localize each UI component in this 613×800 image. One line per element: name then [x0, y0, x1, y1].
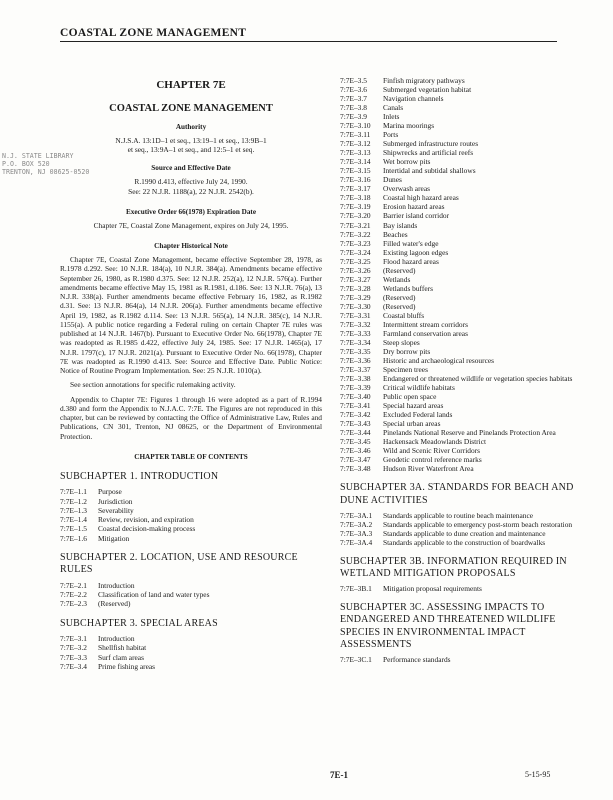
toc-row[interactable] — [340, 329, 575, 338]
section-title: Finfish migratory pathways — [383, 76, 465, 85]
section-title: Dry borrow pits — [383, 346, 431, 356]
section-title: Standards applicable to emergency post-storm beach restoration — [383, 519, 573, 529]
toc-row[interactable] — [340, 211, 575, 220]
section-title: (Reserved) — [383, 301, 416, 311]
section-title: Coastal decision-making process — [98, 524, 196, 534]
toc-row[interactable] — [60, 506, 322, 515]
toc-row[interactable] — [340, 374, 575, 383]
section-number: 7:7E–1.2 — [60, 496, 87, 506]
running-header: COASTAL ZONE MANAGEMENT — [60, 27, 557, 42]
subchapter-list — [340, 482, 575, 664]
toc-row[interactable] — [340, 103, 575, 112]
section-title: Steep slopes — [383, 337, 420, 347]
section-title: Endangered or threatened wildlife or vegetation species habitats — [383, 374, 573, 384]
section-number: 7:7E–1.4 — [60, 515, 87, 525]
source-heading: Source and Effective Date — [151, 164, 231, 173]
authority-text-2: et seq., 13:9A–1 et seq., and 12:5–1 et seq. — [127, 145, 255, 155]
authority-heading: Authority — [175, 122, 207, 131]
section-title: Performance standards — [383, 655, 451, 665]
section-number: 7:7E–2.1 — [60, 580, 87, 590]
section-number: 7:7E–3.4 — [60, 661, 87, 671]
section-title: Wild and Scenic River Corridors — [383, 446, 480, 456]
section-title: (Reserved) — [98, 599, 131, 609]
subchapter-block — [340, 556, 575, 593]
section-title: Wetlands buffers — [383, 283, 433, 293]
section-title: Bay islands — [383, 220, 418, 230]
section-title: Submerged vegetation habitat — [383, 85, 472, 95]
section-title: Excluded Federal lands — [383, 410, 453, 420]
section-title: Severability — [98, 505, 134, 515]
toc-row[interactable] — [340, 428, 575, 437]
toc-row[interactable] — [340, 419, 575, 428]
toc-row[interactable] — [60, 497, 322, 506]
section-number: 7:7E–3.22 — [340, 229, 371, 239]
section-number: 7:7E–3.41 — [340, 401, 371, 411]
toc-row[interactable] — [340, 112, 575, 121]
subchapter-title: SUBCHAPTER 3B. INFORMATION REQUIRED IN WETLAND MITIGATION PROPOSALS — [340, 555, 567, 580]
section-number: 7:7E–3.19 — [340, 202, 371, 212]
section-number: 7:7E–3.31 — [340, 310, 371, 320]
subchapter-block — [340, 602, 575, 664]
section-number: 7:7E–3.40 — [340, 392, 371, 402]
source-text-2: See: 22 N.J.R. 1188(a), 22 N.J.R. 2542(b). — [128, 186, 254, 196]
page-date: 5-15-95 — [525, 770, 551, 779]
toc-row[interactable] — [340, 320, 575, 329]
toc-row[interactable] — [340, 157, 575, 166]
section-number: 7:7E–3.23 — [340, 238, 371, 248]
toc-row[interactable] — [340, 365, 575, 374]
section-number: 7:7E–3.3 — [60, 652, 87, 662]
toc-row[interactable] — [340, 76, 575, 85]
section-number: 7:7E–3.48 — [340, 464, 371, 474]
subchapter-title: SUBCHAPTER 3C. ASSESSING IMPACTS TO ENDANGERED AND THREATENED WILDLIFE SPECIES IN ENVIRONMENTAL IMPACT ASSESSMENTS — [340, 602, 556, 650]
toc-row[interactable] — [340, 356, 575, 365]
section-title: Erosion hazard areas — [383, 202, 445, 212]
section-number: 7:7E–3.10 — [340, 121, 371, 131]
toc-row[interactable] — [340, 266, 575, 275]
subchapter-block — [60, 552, 322, 609]
toc-row[interactable] — [340, 148, 575, 157]
section-title: Ports — [383, 130, 399, 140]
section-title: Public open space — [383, 392, 437, 402]
toc-row[interactable] — [340, 520, 575, 529]
section-title: Critical wildlife habitats — [383, 383, 455, 393]
section-number: 7:7E–3.7 — [340, 94, 367, 104]
authority-text-1: N.J.S.A. 13:1D–1 et seq., 13:19–1 et seq., 13:9B–1 — [115, 135, 267, 145]
toc-row[interactable] — [340, 311, 575, 320]
section-number: 7:7E–3.47 — [340, 455, 371, 465]
section-number: 7:7E–3.13 — [340, 148, 371, 158]
toc-row[interactable] — [340, 230, 575, 239]
section-title: Overwash areas — [383, 184, 430, 194]
section-number: 7:7E–3.9 — [340, 112, 367, 122]
section-title: Standards applicable to the construction of boardwalks — [383, 537, 546, 547]
toc-row[interactable] — [340, 284, 575, 293]
section-title: Shipwrecks and artificial reefs — [383, 148, 474, 158]
section-number: 7:7E–3.14 — [340, 157, 371, 167]
toc-row[interactable] — [340, 584, 575, 593]
section-title: Review, revision, and expiration — [98, 515, 194, 525]
chapter-title: CHAPTER 7E — [156, 79, 226, 91]
section-number: 7:7E–3.38 — [340, 374, 371, 384]
toc-row[interactable] — [60, 653, 322, 662]
section-title: Wetlands — [383, 274, 411, 284]
toc-row[interactable] — [340, 221, 575, 230]
subchapter-title: SUBCHAPTER 2. LOCATION, USE AND RESOURCE RULES — [60, 551, 298, 576]
section-title: Geodetic control reference marks — [383, 455, 482, 465]
toc-row[interactable] — [60, 634, 322, 643]
section-title: Surf clam areas — [98, 652, 144, 662]
toc-row[interactable] — [340, 455, 575, 464]
section-title: Introduction — [98, 580, 135, 590]
section-number: 7:7E–3B.1 — [340, 584, 372, 594]
section-number: 7:7E–3.25 — [340, 256, 371, 266]
section-number: 7:7E–3.30 — [340, 301, 371, 311]
section-number: 7:7E–3A.4 — [340, 537, 373, 547]
section-number: 7:7E–3.32 — [340, 319, 371, 329]
section-number: 7:7E–3.26 — [340, 265, 371, 275]
toc-heading: CHAPTER TABLE OF CONTENTS — [134, 452, 248, 461]
section-title: Pinelands National Reserve and Pinelands Protection Area — [383, 428, 556, 438]
section-number: 7:7E–3.21 — [340, 220, 371, 230]
section-title: Canals — [383, 103, 404, 113]
subchapter-block — [340, 482, 575, 547]
source-text-1: R.1990 d.413, effective July 24, 1990. — [134, 177, 248, 187]
toc-row[interactable] — [340, 347, 575, 356]
section-number: 7:7E–3A.2 — [340, 519, 373, 529]
section-number: 7:7E–3.44 — [340, 428, 371, 438]
toc-row[interactable] — [340, 166, 575, 175]
section-number: 7:7E–3.17 — [340, 184, 371, 194]
section-title: Standards applicable to dune creation and maintenance — [383, 528, 546, 538]
subchapter-title: SUBCHAPTER 1. INTRODUCTION — [60, 470, 219, 482]
toc-row[interactable] — [60, 524, 322, 533]
toc-row[interactable] — [60, 581, 322, 590]
section-number: 7:7E–3.45 — [340, 437, 371, 447]
stamp-line: N.J. STATE LIBRARY — [2, 152, 74, 160]
section-title: Wet borrow pits — [383, 157, 431, 167]
section-title: Mitigation — [98, 533, 130, 543]
section-title: Beaches — [383, 229, 408, 239]
section-title: Existing lagoon edges — [383, 247, 449, 257]
section-number: 7:7E–3.8 — [340, 103, 367, 113]
section-number: 7:7E–2.3 — [60, 599, 87, 609]
section-title: Hackensack Meadowlands District — [383, 437, 487, 447]
section-title: (Reserved) — [383, 292, 416, 302]
section-number: 7:7E–3A.3 — [340, 528, 373, 538]
annotations-paragraph: See section annotations for specific rulemaking activity. — [70, 380, 236, 390]
toc-row[interactable] — [340, 94, 575, 103]
section-title: (Reserved) — [383, 265, 416, 275]
section-number: 7:7E–3.29 — [340, 292, 371, 302]
section-number: 7:7E–3.35 — [340, 346, 371, 356]
page-number: 7E-1 — [330, 770, 348, 780]
toc-row[interactable] — [340, 446, 575, 455]
section-number: 7:7E–3.24 — [340, 247, 371, 257]
exec-order-heading: Executive Order 66(1978) Expiration Date — [125, 207, 257, 216]
toc-row[interactable] — [340, 464, 575, 473]
toc-row[interactable] — [60, 590, 322, 599]
section-number: 7:7E–3.46 — [340, 446, 371, 456]
section-title: Submerged infrastructure routes — [383, 139, 479, 149]
toc-row[interactable] — [340, 302, 575, 311]
section-number: 7:7E–3A.1 — [340, 510, 373, 520]
subchapter-block — [60, 618, 322, 672]
section-title: Introduction — [98, 634, 135, 644]
section-title: Inlets — [383, 112, 400, 122]
section-title: Dunes — [383, 175, 402, 185]
toc-row[interactable] — [340, 338, 575, 347]
section-number: 7:7E–3.36 — [340, 355, 371, 365]
subchapter-title: SUBCHAPTER 3A. STANDARDS FOR BEACH AND DUNE ACTIVITIES — [340, 482, 574, 506]
section-number: 7:7E–3.16 — [340, 175, 371, 185]
appendix-paragraph: Appendix to Chapter 7E: Figures 1 through 16 were adopted as a part of R.1994 d.380 and form the Appendix to N.J.A.C. 7:7E. The Figures are not reproduced in this chapter, but can be reviewed by contacting the Office of Administrative Law, Rules and Publications, CN 301, Trenton, NJ 08625, or the Department of Environmental Protection. — [60, 394, 322, 441]
section-number: 7:7E–3.34 — [340, 337, 371, 347]
toc-row[interactable] — [340, 175, 575, 184]
stamp-line: P.O. BOX 520 — [2, 159, 50, 168]
toc-row[interactable] — [340, 248, 575, 257]
section-title: Farmland conservation areas — [383, 328, 468, 338]
subchapter-block — [60, 471, 322, 543]
section-number: 7:7E–3C.1 — [340, 655, 372, 665]
toc-row[interactable] — [340, 511, 575, 520]
section-number: 7:7E–3.6 — [340, 85, 367, 95]
section-title: Coastal bluffs — [383, 310, 425, 320]
section-number: 7:7E–3.12 — [340, 139, 371, 149]
right-column — [340, 76, 575, 664]
section-number: 7:7E–1.5 — [60, 524, 87, 534]
section-number: 7:7E–3.18 — [340, 193, 371, 203]
section-number: 7:7E–2.2 — [60, 590, 87, 600]
section-title: Flood hazard areas — [383, 256, 439, 266]
left-column — [60, 76, 322, 671]
section-number: 7:7E–3.39 — [340, 383, 371, 393]
section-title: Coastal high hazard areas — [383, 193, 459, 203]
section-number: 7:7E–3.27 — [340, 274, 371, 284]
section-title: Mitigation proposal requirements — [383, 584, 482, 594]
section-title: Standards applicable to routine beach maintenance — [383, 510, 534, 520]
exec-order-text: Chapter 7E, Coastal Zone Management, expires on July 24, 1995. — [93, 220, 289, 230]
section-title: Purpose — [98, 487, 122, 497]
toc-row[interactable] — [60, 515, 322, 524]
section-number: 7:7E–3.42 — [340, 410, 371, 420]
section-title: Intertidal and subtidal shallows — [383, 166, 476, 176]
toc-row[interactable] — [340, 392, 575, 401]
toc-row[interactable] — [340, 437, 575, 446]
section-number: 7:7E–3.2 — [60, 643, 87, 653]
section-title: Navigation channels — [383, 94, 444, 104]
section-number: 7:7E–1.6 — [60, 533, 87, 543]
section-number: 7:7E–1.1 — [60, 487, 87, 497]
toc-row[interactable] — [340, 383, 575, 392]
toc-row[interactable] — [60, 487, 322, 496]
toc-row[interactable] — [340, 139, 575, 148]
history-paragraph: Chapter 7E, Coastal Zone Management, became effective September 28, 1978, as R.1978 d.292. See: 10 N.J.R. 184(a), 10 N.J.R. 384(a). Amendments became effective September 26, 1980, as R.1980 d.375. See: 12 N.J.R. 252(a), 12 N.J.R. 576(a). Further amendments became effective May 15, 1981 as R.1981, d.186. See: 13 N.J.R. 76(a), 13 N.J.R. 338(a). Further amendments became effective February 16, 1982, as R.1982 d.31. See: 13 N.J.R. 864(a), 14 N.J.R. 206(a). Further amendments became effective April 19, 1982, as R.1982 d.114. See: 13 N.J.R. 565(a), 14 N.J.R. 385(c), 14 N.J.R. 1155(a). A public notice regarding a Federal ruling on certain Chapter 7E rules was published at 14 N.J.R. 1467(b). Pursuant to Executive Order No. 66(1978), Chapter 7E was readopted as R.1985 d.422, effective July 24, 1985. See: 17 N.J.R. 1465(a), 17 N.J.R. 1797(c), 17 N.J.R. 2021(a). Pursuant to Executive Order No. 66(1978), Chapter 7E was readopted as R.1990 d.413. See: Source and Effective Date. Public Notice: Notice of Routine Program Implementation. See: 25 N.J.R. 1010(a). — [60, 255, 322, 376]
section-title: Marina moorings — [383, 121, 435, 131]
section-number: 7:7E–1.3 — [60, 505, 87, 515]
toc-row[interactable] — [340, 121, 575, 130]
section-number: 7:7E–3.5 — [340, 76, 367, 85]
toc-row[interactable] — [340, 655, 575, 664]
section-title: Specimen trees — [383, 365, 428, 374]
section-title: Historic and archaeological resources — [383, 355, 495, 365]
section-title: Barrier island corridor — [383, 211, 450, 221]
toc-row[interactable] — [340, 529, 575, 538]
toc-row[interactable] — [340, 184, 575, 193]
toc-row[interactable] — [60, 643, 322, 652]
subchapter-title: SUBCHAPTER 3. SPECIAL AREAS — [60, 617, 218, 629]
section-number: 7:7E–3.15 — [340, 166, 371, 176]
section-title: Intermittent stream corridors — [383, 319, 468, 329]
section-title: Filled water's edge — [383, 238, 439, 248]
toc-row[interactable] — [340, 202, 575, 211]
section-number: 7:7E–3.20 — [340, 211, 371, 221]
section-list — [340, 76, 575, 473]
section-title: Special urban areas — [383, 419, 441, 429]
toc-row[interactable] — [340, 410, 575, 419]
section-title: Hudson River Waterfront Area — [383, 464, 474, 474]
section-title: Special hazard areas — [383, 401, 444, 411]
section-title: Jurisdiction — [98, 496, 133, 506]
toc-row[interactable] — [340, 193, 575, 202]
toc-row[interactable] — [340, 293, 575, 302]
toc-row[interactable] — [340, 257, 575, 266]
toc-row[interactable] — [340, 538, 575, 547]
toc-row[interactable] — [340, 275, 575, 284]
toc-row[interactable] — [60, 599, 322, 608]
section-title: Prime fishing areas — [98, 661, 156, 671]
section-title: Shellfish habitat — [98, 643, 147, 653]
toc-row[interactable] — [340, 130, 575, 139]
stamp-line: TRENTON, NJ 08625-0520 — [2, 167, 90, 176]
section-number: 7:7E–3.33 — [340, 328, 371, 338]
section-number: 7:7E–3.37 — [340, 365, 371, 374]
toc-row[interactable] — [60, 662, 322, 671]
section-number: 7:7E–3.28 — [340, 283, 371, 293]
toc-row[interactable] — [60, 534, 322, 543]
toc-row[interactable] — [340, 401, 575, 410]
section-title: Classification of land and water types — [98, 590, 210, 600]
section-number: 7:7E–3.43 — [340, 419, 371, 429]
chapter-subtitle: COASTAL ZONE MANAGEMENT — [109, 102, 273, 114]
toc-row[interactable] — [340, 85, 575, 94]
toc-row[interactable] — [340, 239, 575, 248]
section-number: 7:7E–3.11 — [340, 130, 371, 140]
history-heading: Chapter Historical Note — [154, 242, 228, 251]
section-number: 7:7E–3.1 — [60, 634, 87, 644]
